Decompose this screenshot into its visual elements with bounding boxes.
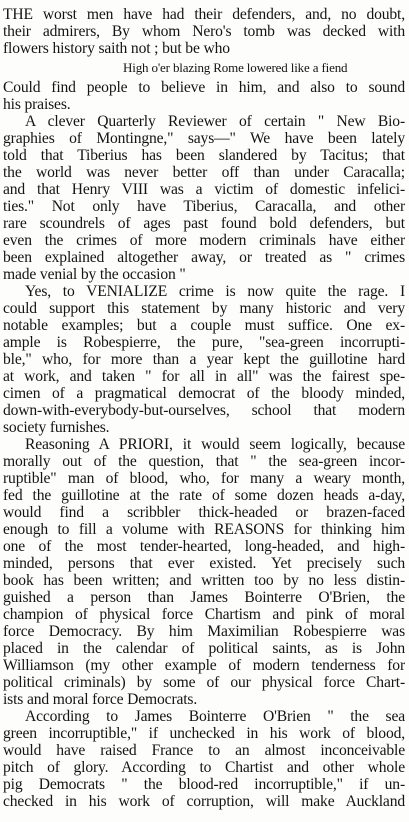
text-line: Could find people to believe in him, and also to sound [3,79,405,96]
text-line: flowers history saith not ; but be who [3,40,230,57]
text-line: enough to fill a volume with REASONS for thinking him [3,521,405,538]
text-line: his praises. [3,96,71,113]
text-line: placed in the calendar of political saints, as is John [3,640,405,657]
text-line: ties." Not only have Tiberius, Caracalla, and other [3,198,405,215]
text-line: would have raised France to an almost inconceivable [3,742,405,759]
text-line: down-with-everybody-but-ourselves, school that modern [3,402,405,419]
text-line: Williamson (my other example of modern tenderness for [3,657,405,674]
text-line: the world was never better off than under Caracalla; [3,164,405,181]
text-line: cimen of a pragmatical democrat of the bloody minded, [3,385,405,402]
text-line: their admirers, By whom Nero's tomb was decked with [3,23,405,40]
text-line: graphies of Montingne," says—" We have been lately [3,130,405,147]
paragraph-start: According to James Bointerre O'Brien " the sea [25,708,405,725]
text-line: book has been written; and written too by no less distin- [3,572,405,589]
text-line: at work, and taken " for all in all" was the fairest spe- [3,368,405,385]
text-line: rare scoundrels of ages past found bold defenders, but [3,215,405,232]
text-line: checked in his work of corruption, will make Auckland [3,793,405,810]
text-line: ruptible" man of blood, who, for many a weary month, [3,470,405,487]
text-line: told that Tiberius has been slandered by Tacitus; that [3,147,405,164]
text-line: pig Democrats " the blood-red incorruptible," if un- [3,776,405,793]
text-line: fed the guillotine at the rate of some dozen heads a-day, [3,487,405,504]
paragraph-start: Yes, to VENIALIZE crime is now quite the rage. I [25,283,405,300]
text-line: political criminals) by some of our physical force Chart- [3,674,405,691]
text-line: would find a scribbler thick-headed or brazen-faced [3,504,405,521]
text-line: been explained altogether away, or treated as " crimes [3,249,405,266]
text-line: ists and moral force Democrats. [3,691,198,708]
text-line: minded, persons that ever existed. Yet precisely such [3,555,405,572]
text-line: pitch of glory. According to Chartist and other whole [3,759,405,776]
text-line: ample is Robespierre, the pure, "sea-green incorrupti- [3,334,405,351]
text-line: guished a person than James Bointerre O'Brien, the [3,589,405,606]
quoted-verse: High o'er blazing Rome lowered like a fiend [123,60,348,75]
paragraph-start: Reasoning A PRIORI, it would seem logically, because [25,436,405,453]
text-line: champion of physical force Chartism and pink of moral [3,606,405,623]
text-line: green incorruptible," if unchecked in his work of blood, [3,725,405,742]
text-line: even the crimes of more modern criminals have either [3,232,405,249]
text-line: morally out of the question, that " the sea-green incor- [3,453,405,470]
text-line: ble," who, for more than a year kept the guillotine hard [3,351,405,368]
text-line: notable examples; but a couple must suffice. One ex- [3,317,405,334]
text-line: one of the most tender-hearted, long-headed, and high- [3,538,405,555]
paragraph-start: A clever Quarterly Reviewer of certain " New Bio- [25,113,405,130]
text-line: and that Henry VIII was a victim of domestic infelici- [3,181,405,198]
text-line: society furnishes. [3,419,110,436]
article-column [3,6,405,810]
text-line: THE worst men have had their defenders, and, no doubt, [3,6,405,23]
text-line: made venial by the occasion " [3,266,186,283]
text-line: force Democracy. By him Maximilian Robespierre was [3,623,405,640]
text-line: could support this statement by many historic and very [3,300,405,317]
